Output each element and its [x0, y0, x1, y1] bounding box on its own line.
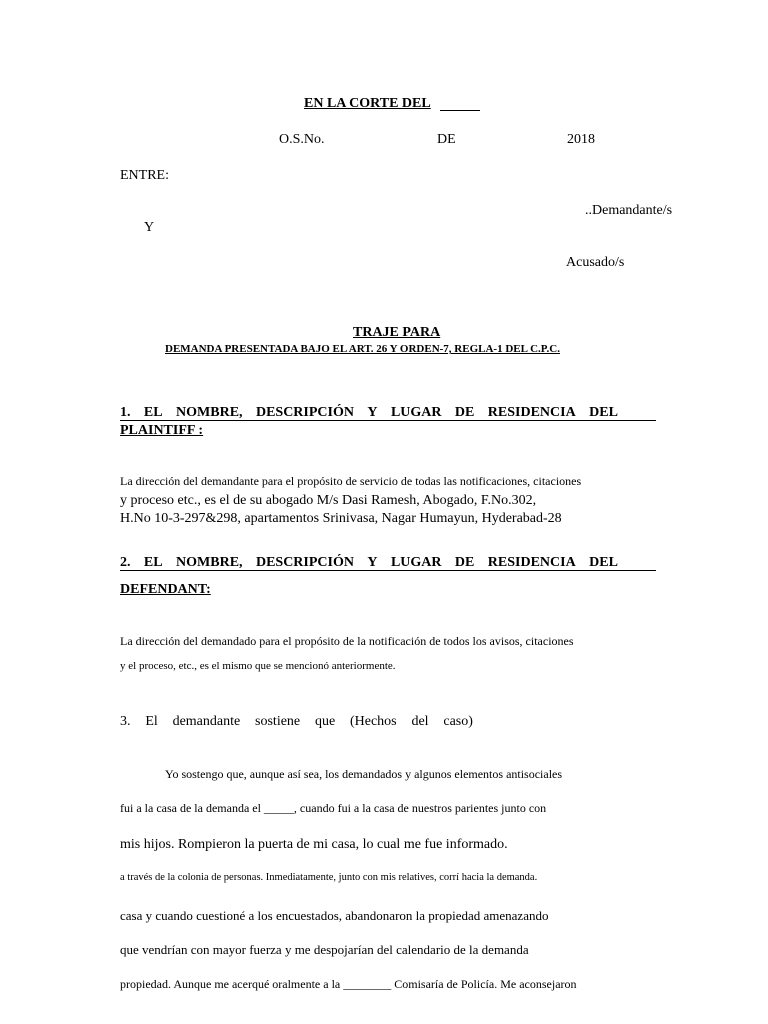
section2-line-2: y el proceso, etc., es el mismo que se mencionó anteriormente.: [120, 660, 396, 672]
suit-subtitle: DEMANDA PRESENTADA BAJO EL ART. 26 Y ORDEN-7, REGLA-1 DEL C.P.C.: [165, 343, 560, 355]
section3-line-1: Yo sostengo que, aunque así sea, los demandados y algunos elementos antisociales: [165, 767, 563, 781]
section1-line-3: H.No 10-3-297&298, apartamentos Srinivasa, Nagar Humayun, Hyderabad-28: [120, 511, 562, 526]
section2-heading-underline: [120, 570, 656, 571]
os-number-label: O.S.No.: [279, 132, 325, 147]
y-label: Y: [144, 220, 155, 235]
section3-line-4: a través de la colonia de personas. Inmediatamente, junto con mis relatives, corrí hacia la demanda.: [120, 872, 538, 883]
section3-heading: 3. El demandante sostiene que (Hechos del caso): [120, 714, 473, 729]
entre-label: ENTRE:: [120, 168, 169, 183]
section3-line-2: fui a la casa de la demanda el _____, cuando fui a la casa de nuestros parientes junto con: [120, 801, 547, 815]
section2-line-1: La dirección del demandado para el propósito de la notificación de todos los avisos, citaciones: [120, 634, 574, 648]
section1-heading-underline: [120, 420, 656, 421]
section1-line-2: y proceso etc., es el de su abogado M/s Dasi Ramesh, Abogado, F.No.302,: [120, 493, 537, 508]
plaintiff-label: ..Demandante/s: [585, 203, 673, 218]
section3-line-5: casa y cuando cuestioné a los encuestados, abandonaron la propiedad amenazando: [120, 908, 549, 923]
section3-line-7: propiedad. Aunque me acerqué oralmente a la ________ Comisaría de Policía. Me aconsejaron: [120, 977, 577, 991]
de-label: DE: [437, 132, 456, 147]
court-title: EN LA CORTE DEL: [304, 96, 431, 111]
section3-line-3: mis hijos. Rompieron la puerta de mi casa, lo cual me fue informado.: [120, 837, 508, 852]
year-label: 2018: [567, 132, 595, 147]
section1-heading: 1. EL NOMBRE, DESCRIPCIÓN Y LUGAR DE RESIDENCIA DEL: [120, 405, 618, 420]
section1-heading-line2: PLAINTIFF :: [120, 423, 204, 438]
section1-line-1: La dirección del demandante para el propósito de servicio de todas las notificaciones, citaciones: [120, 474, 582, 488]
section2-heading: 2. EL NOMBRE, DESCRIPCIÓN Y LUGAR DE RESIDENCIA DEL: [120, 555, 618, 570]
section2-heading-line2: DEFENDANT:: [120, 582, 211, 597]
section3-line-6: que vendrían con mayor fuerza y me despojarían del calendario de la demanda: [120, 942, 529, 957]
suit-title: TRAJE PARA: [353, 325, 441, 340]
defendant-label: Acusado/s: [566, 255, 625, 270]
court-blank-line: [440, 110, 480, 111]
